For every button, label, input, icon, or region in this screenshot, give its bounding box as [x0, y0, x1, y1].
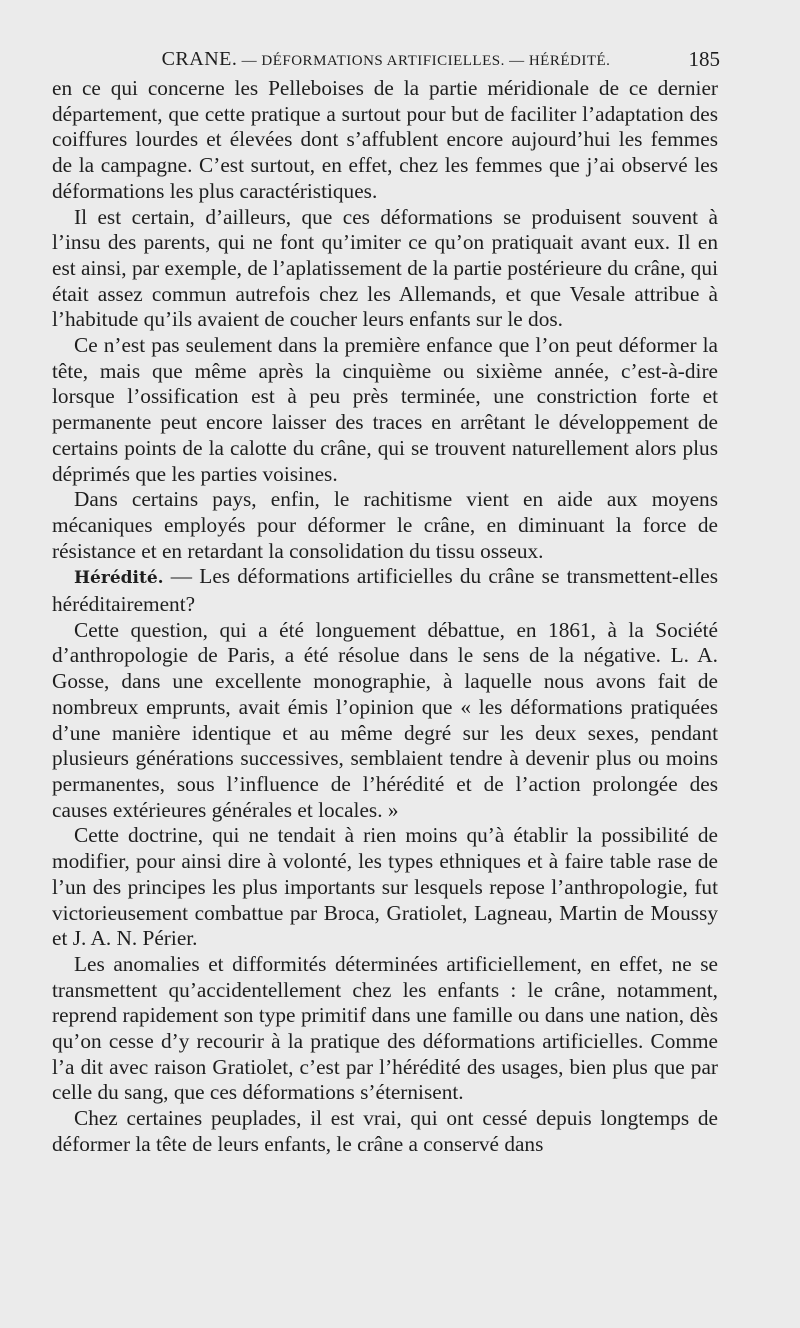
running-title — [52, 44, 720, 76]
page-number: 185 — [688, 47, 720, 71]
paragraph: en ce qui concerne les Pelleboises de la partie méridionale de ce dernier département, que cette pratique a surtout pour but de faciliter l’adaptation des coiffures lourdes et élevées dont s’affublent encore aujourd’hui les femmes de la campagne. C’est surtout, en effet, chez les femmes que j’ai observé les déformations les plus caractéristiques. — [52, 76, 718, 203]
section-intro-text: — Les déformations artificielles du crâne se transmettent-elles héréditairement? — [52, 564, 718, 617]
section-heading: Hérédité. — [74, 568, 164, 589]
title-rest: — DÉFORMATIONS ARTIFICIELLES. — HÉRÉDITÉ. — [241, 53, 611, 69]
section-paragraph-heredite — [52, 564, 718, 617]
paragraph: Dans certains pays, enfin, le rachitisme vient en aide aux moyens mécaniques employés pour déformer le crâne, en diminuant la force de résistance et en retardant la consolidation du tissu osseux. — [52, 487, 718, 563]
body-text — [52, 76, 718, 1158]
running-header — [52, 44, 720, 74]
title-main: CRANE. — [161, 48, 238, 70]
paragraph: Les anomalies et difformités déterminées artificiellement, en effet, ne se transmettent qu’accidentellement chez les enfants : le crâne, notamment, reprend rapidement son type primitif dans une famille ou dans une nation, dès qu’on cesse d’y recourir à la pratique des déformations artificielles. Comme l’a dit avec raison Gratiolet, c’est par l’hérédité des usages, bien plus que par celle du sang, que ces déformations s’éternisent. — [52, 951, 718, 1105]
paragraph: Chez certaines peuplades, il est vrai, qui ont cessé depuis longtemps de déformer la tête de leurs enfants, le crâne a conservé dans — [52, 1106, 718, 1156]
paragraph: Cette doctrine, qui ne tendait à rien moins qu’à établir la possibilité de modifier, pour ainsi dire à volonté, les types ethniques et à faire table rase de l’un des principes les plus importants sur lesquels repose l’anthropologie, fut victorieusement combattue par Broca, Gratiolet, Lagneau, Martin de Moussy et J. A. N. Périer. — [52, 823, 718, 951]
paragraph: Cette question, qui a été longuement débattue, en 1861, à la Société d’anthropologie de Paris, a été résolue dans le sens de la négative. L. A. Gosse, dans une excellente monographie, à laquelle nous avons fait de nombreux emprunts, avait émis l’opinion que « les déformations pratiquées d’une manière identique et au même degré sur les deux sexes, pendant plusieurs générations successives, semblaient tendre à devenir plus ou moins permanentes, sous l’influence de l’hérédité et de l’action prolongée des causes extérieures générales et locales. » — [52, 617, 718, 822]
paragraph: Ce n’est pas seulement dans la première enfance que l’on peut déformer la tête, mais que même après la cinquième ou sixième année, c’est-à-dire lorsque l’ossification est à peu près terminée, une constriction forte et permanente peut encore laisser des traces en arrêtant le développement de certains points de la calotte du crâne, qui se trouvent naturellement alors plus déprimés que les parties voisines. — [52, 333, 718, 486]
paragraph: Il est certain, d’ailleurs, que ces déformations se produisent souvent à l’insu des parents, qui ne font qu’imiter ce qu’on pratiquait avant eux. Il en est ainsi, par exemple, de l’aplatissement de la partie postérieure du crâne, qui était assez commun autrefois chez les Allemands, et que Vesale attribue à l’habitude qu’ils avaient de coucher leurs enfants sur le dos. — [52, 204, 718, 332]
